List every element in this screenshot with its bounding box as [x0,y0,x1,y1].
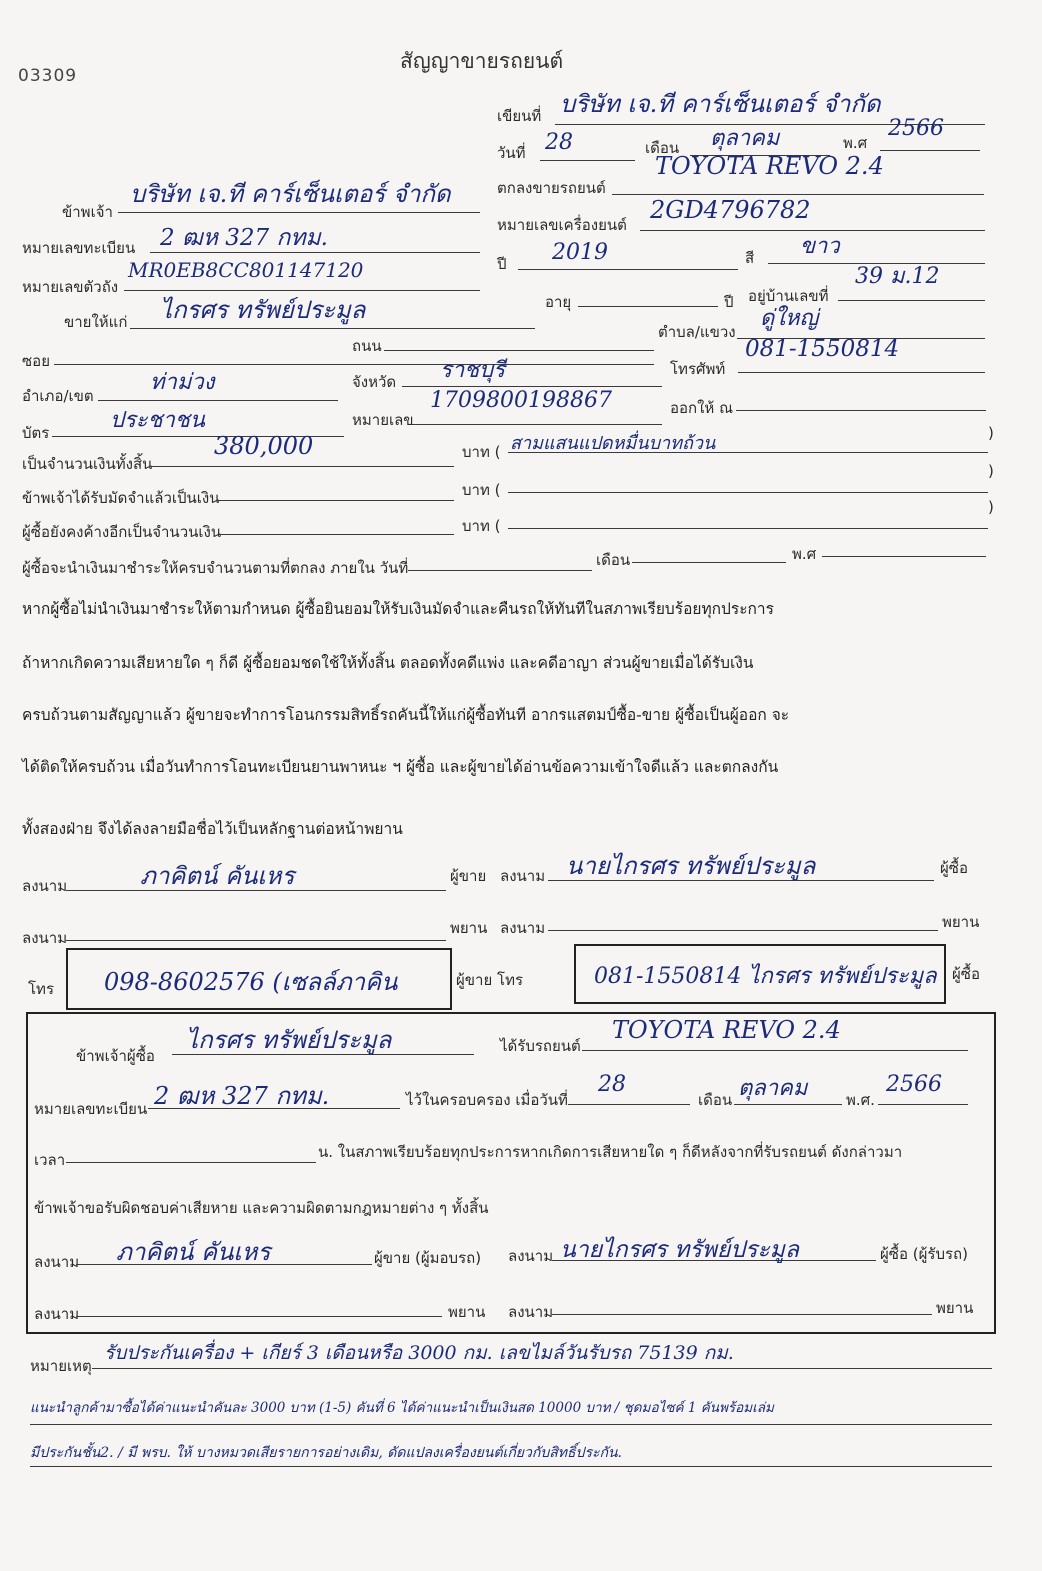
liability-text: ข้าพเจ้าขอรับผิดชอบค่าเสียหาย และความผิดตามกฎหมายต่าง ๆ ทั้งสิ้น [34,1199,489,1217]
receipt-model: TOYOTA REVO 2.4 [612,1016,841,1044]
receipt-sign-label-3: ลงนาม [34,1305,80,1323]
receipt-sign-label-2: ลงนาม [508,1247,554,1265]
condition-text: น. ในสภาพเรียบร้อยทุกประการหากเกิดการเสียหายใด ๆ ก็ดีหลังจากที่รับรถยนต์ ดังกล่าวมา [318,1143,903,1161]
remarks-line-2: แนะนำลูกค้ามาซื้อได้ค่าแนะนำคันละ 3000 บาท (1-5) คันที่ 6 ได้ค่าแนะนำเป็นเงินสด 10000 บาท / ชุดมอไซค์ 1 คันพร้อมเล่ม [30,1400,774,1416]
card-value: ประชาชน [110,408,205,433]
total-label: เป็นจำนวนเงินทั้งสิ้น [22,455,153,473]
vehicle-year-value: 2019 [552,240,608,265]
seller-label: ข้าพเจ้า [62,203,113,221]
receipt-witness-1: พยาน [448,1303,486,1321]
engine-value: 2GD4796782 [650,196,811,224]
written-at-label: เขียนที่ [497,107,542,125]
chassis-label: หมายเลขตัวถัง [22,278,119,296]
total-baht-label: บาท ( [462,443,501,461]
receipt-sign-label-4: ลงนาม [508,1303,554,1321]
age-year-label: ปี [724,293,734,311]
buyer-phone-value: 081-1550814 ไกรศร ทรัพย์ประมูล [594,964,937,989]
house-no-label: อยู่บ้านเลขที่ [748,287,829,305]
remarks-line-3: มีประกันชั้น2. / มี พรบ. ให้ บางหมวดเสียรายการอย่างเดิม, ดัดแปลงเครื่องยนต์เกี่ยวกับสิทธิ์ประกัน. [30,1445,622,1461]
remarks-line-1: รับประกันเครื่อง + เกียร์ 3 เดือนหรือ 3000 กม. เลขไมล์วันรับรถ 75139 กม. [104,1342,734,1364]
sell-to-label: ขายให้แก่ [64,313,128,331]
close-paren-3: ) [988,498,994,516]
terms-line-3: ครบถ้วนตามสัญญาแล้ว ผู้ขายจะทำการโอนกรรมสิทธิ์รถคันนี้ให้แก่ผู้ซื้อทันที อากรแสตมป์ซื้อ-ขาย ผู้ซื้อเป็นผู้ออก จะ [22,706,790,724]
receipt-year: 2566 [886,1072,942,1097]
plate-label: หมายเลขทะเบียน [22,239,136,257]
district-value: ท่าม่วง [150,370,215,395]
plate-value: 2 ฒห 327 กทม. [160,225,328,251]
receipt-buyer-sign: นายไกรศร ทรัพย์ประมูล [560,1237,799,1263]
chassis-value: MR0EB8CC801147120 [128,258,364,282]
page-title: สัญญาขายรถยนต์ [400,49,564,73]
sign-label-4: ลงนาม [500,919,546,937]
phone-label-seller: โทร [28,980,55,998]
house-no-value: 39 ม.12 [855,264,940,289]
possession-label: ไว้ในครอบครอง เมื่อวันที่ [406,1091,568,1109]
subdistrict-label: ตำบล/แขวง [658,323,736,341]
seller-phone: 098-8602576 (เซลล์ภาคิน [104,968,398,996]
year-label: พ.ศ [843,134,868,152]
receipt-witness-2: พยาน [936,1299,974,1317]
date-day: 28 [545,130,573,155]
buyer-role-1: ผู้ซื้อ [940,859,968,877]
seller-signature: ภาคิตน์ คันเหร [140,862,295,890]
sign-label-3: ลงนาม [22,929,68,947]
receipt-buyer-role: ผู้ซื้อ (ผู้รับรถ) [880,1245,968,1263]
remaining-label: ผู้ซื้อยังคงค้างอีกเป็นจำนวนเงิน [22,523,222,541]
terms-line-5: ทั้งสองฝ่าย จึงได้ลงลายมือชื่อไว้เป็นหลักฐานต่อหน้าพยาน [22,820,403,838]
soi-label: ซอย [22,352,50,370]
agree-label: ตกลงขายรถยนต์ [497,179,606,197]
witness-role-1: พยาน [450,919,488,937]
remaining-baht-label: บาท ( [462,517,501,535]
terms-line-1: หากผู้ซื้อไม่นำเงินมาชำระให้ตามกำหนด ผู้ซื้อยินยอมให้รับเงินมัดจำและคืนรถให้ทันทีในสภาพเรียบร้อยทุกประการ [22,600,774,618]
seller-role-1: ผู้ขาย [450,867,487,885]
province-value: ราชบุรี [440,358,505,383]
deposit-baht-label: บาท ( [462,481,501,499]
receipt-sign-label-1: ลงนาม [34,1253,80,1271]
terms-line-2: ถ้าหากเกิดความเสียหายใด ๆ ก็ดี ผู้ซื้อยอมชดใช้ให้ทั้งสิ้น ตลอดทั้งคดีแพ่ง และคดีอาญา ส่วนผู้ขายเมื่อได้รับเงิน [22,654,754,672]
district-label: อำเภอ/เขต [22,387,94,405]
buyer-phone-role: ผู้ซื้อ [952,965,980,983]
sign-label-2: ลงนาม [500,867,546,885]
buyer-signature: นายไกรศร ทรัพย์ประมูล [566,852,816,880]
receipt-buyer: ไกรศร ทรัพย์ประมูล [186,1026,392,1054]
seller-value: บริษัท เจ.ที คาร์เซ็นเตอร์ จำกัด [130,180,451,208]
received-label: ได้รับรถยนต์ [500,1037,581,1055]
receipt-seller-role: ผู้ขาย (ผู้มอบรถ) [374,1249,482,1267]
subdistrict-value: ดู่ใหญ่ [760,306,819,331]
card-no-value: 1709800198867 [430,388,612,413]
vehicle-year-label: ปี [497,255,507,273]
doc-number: 03309 [18,66,78,86]
receipt-seller-sign: ภาคิตน์ คันเหร [116,1238,271,1266]
month-label: เดือน [645,139,680,157]
card-label: บัตร [22,424,50,442]
phone-label: โทรศัพท์ [670,360,726,378]
receipt-plate: 2 ฒห 327 กทม. [154,1082,330,1110]
buyer-name: ไกรศร ทรัพย์ประมูล [160,296,366,324]
color-label: สี [745,249,755,267]
receipt-plate-label: หมายเลขทะเบียน [34,1100,148,1118]
year-value: 2566 [888,116,944,141]
receipt-buyer-label: ข้าพเจ้าผู้ซื้อ [76,1047,155,1065]
vehicle-model: TOYOTA REVO 2.4 [655,152,884,180]
color-value: ขาว [800,234,840,259]
time-label: เวลา [34,1151,66,1169]
total-value: 380,000 [214,432,314,460]
age-label: อายุ [545,293,572,311]
receipt-year-label: พ.ศ. [846,1091,875,1109]
due-year-label: พ.ศ [792,545,817,563]
issued-label: ออกให้ ณ [670,399,733,417]
receipt-month-label: เดือน [698,1091,733,1109]
seller-phone-role: ผู้ขาย โทร [456,971,524,989]
close-paren-1: ) [988,424,994,442]
date-label: วันที่ [497,144,526,162]
road-label: ถนน [352,337,382,355]
written-at-value: บริษัท เจ.ที คาร์เซ็นเตอร์ จำกัด [560,90,881,118]
close-paren-2: ) [988,462,994,480]
province-label: จังหวัด [352,373,397,391]
receipt-box [26,1012,996,1334]
receipt-day: 28 [598,1072,626,1097]
engine-label: หมายเลขเครื่องยนต์ [497,216,627,234]
remarks-label: หมายเหตุ [30,1357,92,1375]
buyer-phone: 081-1550814 [745,336,900,362]
month-value: ตุลาคม [710,126,780,151]
terms-line-4: ได้ติดให้ครบถ้วน เมื่อวันทำการโอนทะเบียนยานพาหนะ ฯ ผู้ซื้อ และผู้ขายได้อ่านข้อความเข้าใจดีแล้ว และตกลงกัน [22,758,779,776]
deposit-label: ข้าพเจ้าได้รับมัดจำแล้วเป็นเงิน [22,489,220,507]
sign-label-1: ลงนาม [22,877,68,895]
card-no-label: หมายเลข [352,411,414,429]
due-label: ผู้ซื้อจะนำเงินมาชำระให้ครบจำนวนตามที่ตกลง ภายใน วันที่ [22,559,409,577]
total-words: สามแสนแปดหมื่นบาทถ้วน [510,433,716,454]
witness-role-2: พยาน [942,913,980,931]
due-month-label: เดือน [596,551,631,569]
receipt-month: ตุลาคม [738,1076,808,1101]
